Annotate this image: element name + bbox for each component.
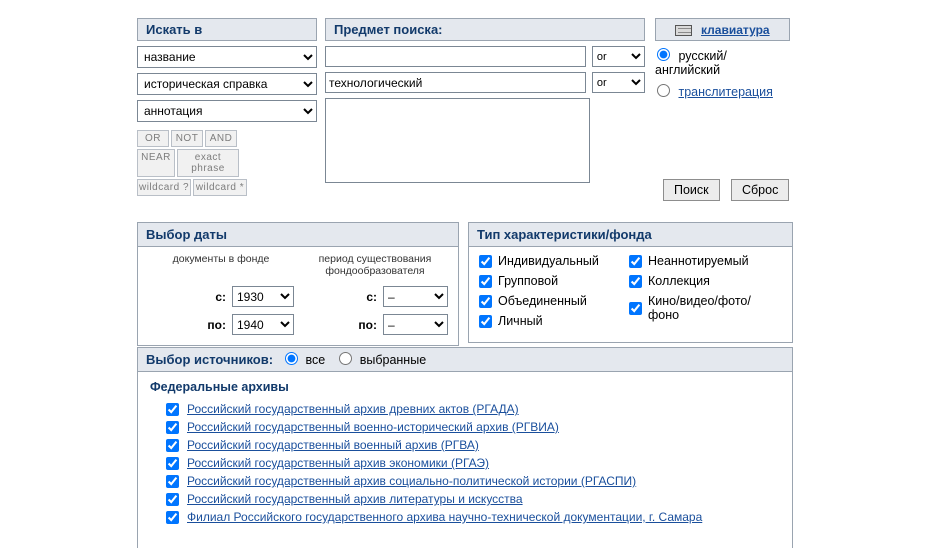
source-checkbox-rgada[interactable]: [166, 403, 179, 416]
source-checkbox-rgantd-samara[interactable]: [166, 511, 179, 524]
type-checkbox-collection[interactable]: [629, 275, 642, 288]
list-item: [138, 436, 792, 454]
type-label-united: Объединенный: [498, 294, 587, 308]
type-checkbox-personal-row[interactable]: [479, 314, 629, 328]
type-panel-header: Тип характеристики/фонда: [469, 223, 792, 247]
sources-list: [138, 398, 792, 526]
type-label-unannotated: Неаннотируемый: [648, 254, 749, 268]
sources-group-title: Федеральные архивы: [150, 380, 289, 394]
creator-to-select[interactable]: [383, 314, 448, 335]
source-link-rgvia[interactable]: Российский государственный военно-исторический архив (РГВИА): [187, 420, 559, 434]
type-label-media: Кино/видео/фото/фоно: [648, 294, 751, 322]
lang-radio-translit[interactable]: [657, 84, 670, 97]
creator-from-select[interactable]: [383, 286, 448, 307]
type-checkbox-media-row[interactable]: [629, 294, 779, 322]
type-checkbox-unannotated[interactable]: [629, 255, 642, 268]
lang-radio-russian-english-row: [655, 48, 790, 77]
source-link-rgantd-samara[interactable]: Филиал Российского государственного архива научно-технической документации, г. Самара: [187, 510, 703, 524]
source-link-rgae[interactable]: Российский государственный архив экономики (РГАЭ): [187, 456, 490, 470]
subject-textarea[interactable]: [325, 98, 590, 183]
source-checkbox-rgali[interactable]: [166, 493, 179, 506]
subject-input-2[interactable]: [325, 72, 586, 93]
operator-select-1[interactable]: [592, 46, 645, 67]
search-button[interactable]: Поиск: [663, 179, 720, 201]
op-button-wildcard-question[interactable]: wildcard ?: [137, 179, 191, 196]
source-checkbox-rgva[interactable]: [166, 439, 179, 452]
creator-from-row: [302, 286, 448, 307]
type-label-group: Групповой: [498, 274, 559, 288]
sources-label-selected: выбранные: [359, 353, 427, 367]
lang-radio-russian-english[interactable]: [657, 48, 670, 61]
list-item: [138, 490, 792, 508]
sources-scope-all-row[interactable]: [285, 352, 325, 367]
type-panel: [468, 222, 793, 343]
type-checkbox-individual-row[interactable]: [479, 254, 629, 268]
list-item: [138, 454, 792, 472]
operator-buttons: [137, 130, 259, 198]
type-checkbox-united[interactable]: [479, 295, 492, 308]
lang-label-russian-english: русский/английский: [655, 49, 727, 77]
creator-to-label: по:: [358, 317, 377, 332]
date-panel: [137, 222, 459, 346]
fields-header: Искать в: [137, 18, 317, 41]
subject-header: Предмет поиска:: [325, 18, 645, 41]
source-link-rgada[interactable]: Российский государственный архив древних актов (РГАДА): [187, 402, 519, 416]
fund-to-select[interactable]: [232, 314, 294, 335]
sources-scope-selected-row[interactable]: [339, 352, 426, 367]
fields-column: [137, 18, 317, 198]
type-label-personal: Личный: [498, 314, 543, 328]
fund-docs-caption: документы в фонде: [172, 253, 270, 265]
field-select-3[interactable]: [137, 100, 317, 122]
type-label-collection: Коллекция: [648, 274, 710, 288]
list-item: [138, 508, 792, 526]
op-button-and[interactable]: AND: [205, 130, 237, 147]
field-select-1[interactable]: [137, 46, 317, 68]
sources-radio-all[interactable]: [285, 352, 298, 365]
list-item: [138, 472, 792, 490]
date-panel-header: Выбор даты: [138, 223, 458, 247]
fund-from-row: [148, 286, 294, 307]
fund-from-label: с:: [215, 289, 226, 304]
subject-column: [325, 18, 645, 186]
keyboard-link[interactable]: клавиатура: [701, 23, 770, 37]
search-form: [137, 18, 790, 198]
op-button-wildcard-star[interactable]: wildcard *: [193, 179, 247, 196]
creator-from-label: с:: [366, 289, 377, 304]
list-item: [138, 418, 792, 436]
creator-period-caption: период существования фондообразователя: [318, 253, 432, 277]
subject-row-1: [325, 46, 645, 67]
type-checkbox-group-row[interactable]: [479, 274, 629, 288]
operator-select-2[interactable]: [592, 72, 645, 93]
fund-to-row: [148, 314, 294, 335]
type-checkbox-individual[interactable]: [479, 255, 492, 268]
lang-radio-translit-row: [655, 84, 790, 99]
keyboard-icon: [675, 25, 692, 36]
sources-header: [138, 348, 792, 372]
subject-input-1[interactable]: [325, 46, 586, 67]
sources-title: Выбор источников:: [146, 352, 274, 367]
sources-label-all: все: [305, 353, 326, 367]
type-checkbox-united-row[interactable]: [479, 294, 629, 308]
sources-panel: [137, 347, 793, 548]
field-select-2-wrap: [137, 73, 317, 95]
op-button-or[interactable]: OR: [137, 130, 169, 147]
type-right-column: [629, 254, 779, 334]
type-checkbox-media[interactable]: [629, 302, 642, 315]
subject-row-2: [325, 72, 645, 93]
keyboard-header: [655, 18, 790, 41]
field-select-3-wrap: [137, 100, 317, 122]
op-button-exact-phrase[interactable]: exact phrase: [177, 149, 239, 177]
reset-button[interactable]: Сброс: [731, 179, 789, 201]
type-left-column: [479, 254, 629, 334]
source-link-rgali[interactable]: Российский государственный архив литературы и искусства: [187, 492, 523, 506]
field-select-2[interactable]: [137, 73, 317, 95]
fund-to-label: по:: [207, 317, 226, 332]
source-checkbox-rgaspi[interactable]: [166, 475, 179, 488]
type-checkbox-unannotated-row[interactable]: [629, 254, 779, 268]
fund-docs-column: [148, 253, 294, 335]
creator-to-row: [302, 314, 448, 335]
op-button-not[interactable]: NOT: [171, 130, 203, 147]
type-checkbox-personal[interactable]: [479, 315, 492, 328]
type-checkbox-collection-row[interactable]: [629, 274, 779, 288]
source-checkbox-rgvia[interactable]: [166, 421, 179, 434]
source-link-rgaspi[interactable]: Российский государственный архив социально-политической истории (РГАСПИ): [187, 474, 637, 488]
source-link-rgva[interactable]: Российский государственный военный архив (РГВА): [187, 438, 479, 452]
creator-period-column: [302, 253, 448, 335]
source-checkbox-rgae[interactable]: [166, 457, 179, 470]
fund-from-select[interactable]: [232, 286, 294, 307]
list-item: [138, 400, 792, 418]
op-button-near[interactable]: NEAR: [137, 149, 175, 177]
lang-label-translit[interactable]: транслитерация: [678, 85, 773, 99]
action-buttons: [655, 179, 789, 201]
type-checkbox-group[interactable]: [479, 275, 492, 288]
sources-radio-selected[interactable]: [339, 352, 352, 365]
type-label-individual: Индивидуальный: [498, 254, 599, 268]
field-select-1-wrap: [137, 46, 317, 68]
keyboard-column: [655, 18, 790, 99]
